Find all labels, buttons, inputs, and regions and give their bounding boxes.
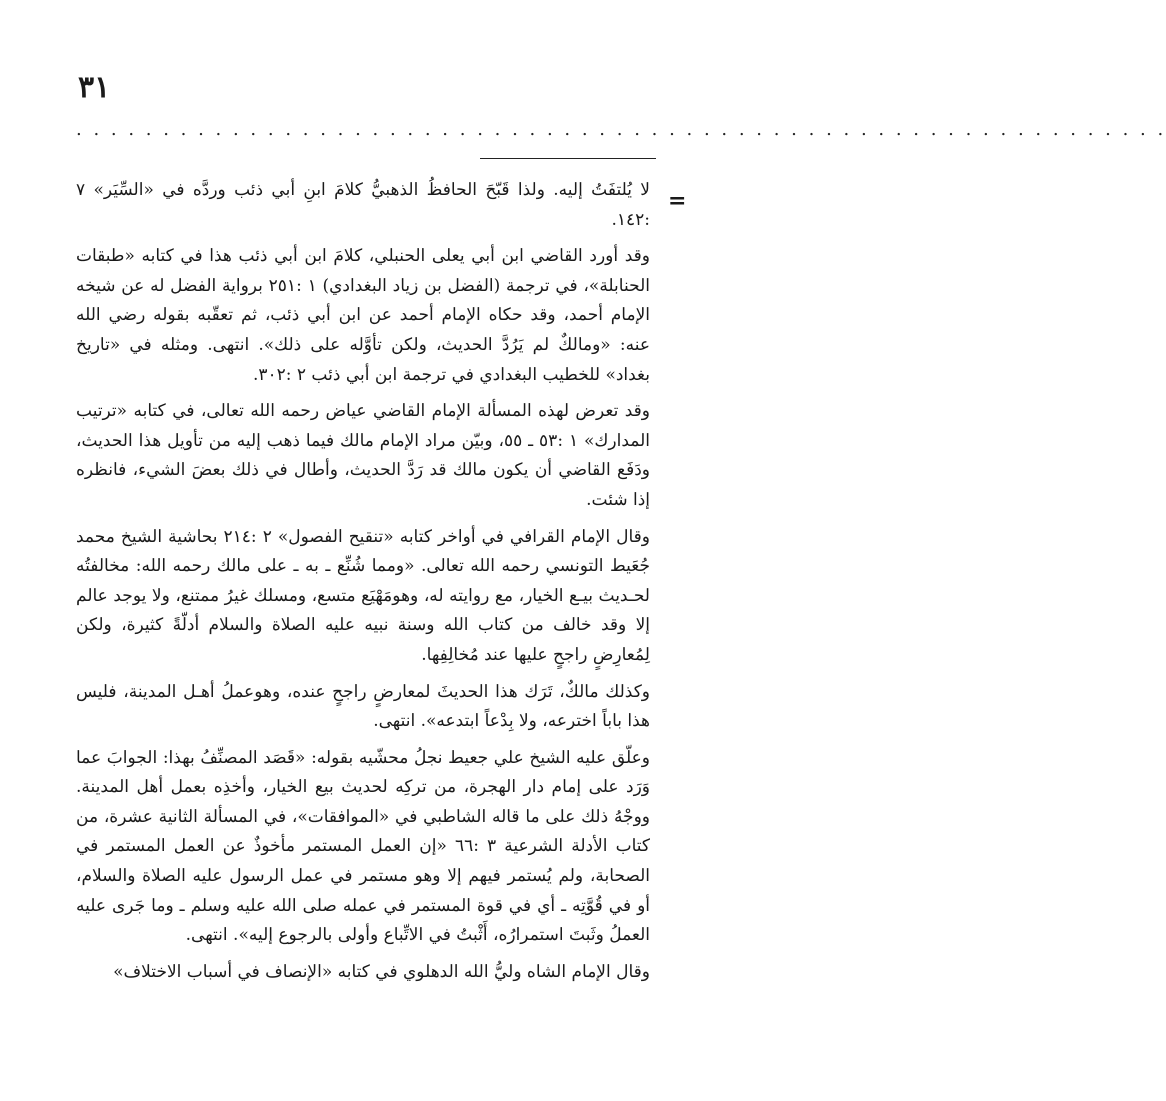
paragraph: وقد أورد القاضي ابن أبي يعلى الحنبلي، كلامَ ابن أبي ذئب هذا في كتابه «طبقات الحنابلة»، في ترجمة (الفضل بن زياد البغدادي) ١ :٢٥١ برواية الفضل له عن شيخه الإمام أحمد، وقد حكاه الإمام أحمد عن ابن أبي ذئب، ثم تعقّبه بقوله رضي الله عنه: «ومالكٌ لم يَرُدَّ الحديث، ولكن تأوَّله على ذلك». انتهى. ومثله في «تاريخ بغداد» للخطيب البغدادي في ترجمة ابن أبي ذئب ٢ :٣٠٢. [76,246,650,385]
body-text [76,176,650,994]
paragraph: لا يُلتفَتُ إليه. ولذا قَبّحَ الحافظُ الذهبيُّ كلامَ ابنِ أبي ذئب وردَّه في «السِّيَر» ٧ :١٤٢. [76,180,650,230]
footnote-rule [480,158,656,159]
paragraph: وقال الإمام القرافي في أواخر كتابه «تنقيح الفصول» ٢ :٢١٤ بحاشية الشيخ محمد جُعَيط التونسي رحمه الله تعالى. «ومما شُنِّع ـ به ـ على مالك رحمه الله: مخالفتُه لحـديث بيـع الخيار، مع روايته له، وهومَهْيَع متسع، ومسلك غيرُ ممتنع، ولا يوجد عالم إلا وقد خالف من كتاب الله وسنة نبيه عليه الصلاة والسلام أدلّةً كثيرة، ولكن لِمُعارِضٍ راجحٍ عليها عند مُخالِفِها. [76,526,651,665]
continuation-mark: = [668,188,687,214]
paragraph: وقد تعرض لهذه المسألة الإمام القاضي عياض رحمه الله تعالى، في كتابه «ترتيب المدارك» ١ :٥٣ ـ ٥٥، وبيّن مراد الإمام مالك فيما ذهب إليه من تأويل هذا الحديث، ودَفَع القاضي أن يكون مالك قد رَدَّ الحديث، وأطال في ذلك بعضَ الشيء، فانظره إذا شئت. [76,401,650,510]
dotted-separator: . . . . . . . . . . . . . . . . . . . . . . . . . . . . . . . . . . . . . . . . . . . . . . . . . . . . . . . . . . . . . . . [76,119,1166,140]
paragraph: وعلّق عليه الشيخ علي جعيط نجلُ محشّيه بقوله: «قَصَد المصنِّفُ بهذا: الجوابَ عما وَرَد على إمام دار الهجرة، من تركِه لحديث بيع الخيار، وأخذِه بعمل أهل المدينة. ووجْهُ ذلك على ما قاله الشاطبي في «الموافقات»، في المسألة الثانية عشرة، من كتاب الأدلة الشرعية ٣ :٦٦ «إن العمل المستمر مأخوذٌ عن العمل المستمر في الصحابة، ولم يُستمر فيهم إلا وهو مستمر في عمل الرسول عليه الصلاة والسلام، أو في قُوَّتِه ـ أي في قوة المستمر في عمله صلى الله عليه وسلم ـ وما جَرى عليه العملُ وثَبتَ استمرارُه، أَثْبتُ في الاتِّباع وأولى بالرجوع إليه». انتهى. [76,747,651,946]
page-number: ٣١ [78,70,111,105]
paragraph: وقال الإمام الشاه وليُّ الله الدهلوي في كتابه «الإنصاف في أسباب الاختلاف» [113,961,650,982]
paragraph: وكذلك مالكٌ، تَرَك هذا الحديثَ لمعارضٍ راجحٍ عنده، وهوعملُ أهـل المدينة، فليس هذا باباً اخترعه، ولا بِدْعاً ابتدعه». انتهى. [76,681,650,732]
